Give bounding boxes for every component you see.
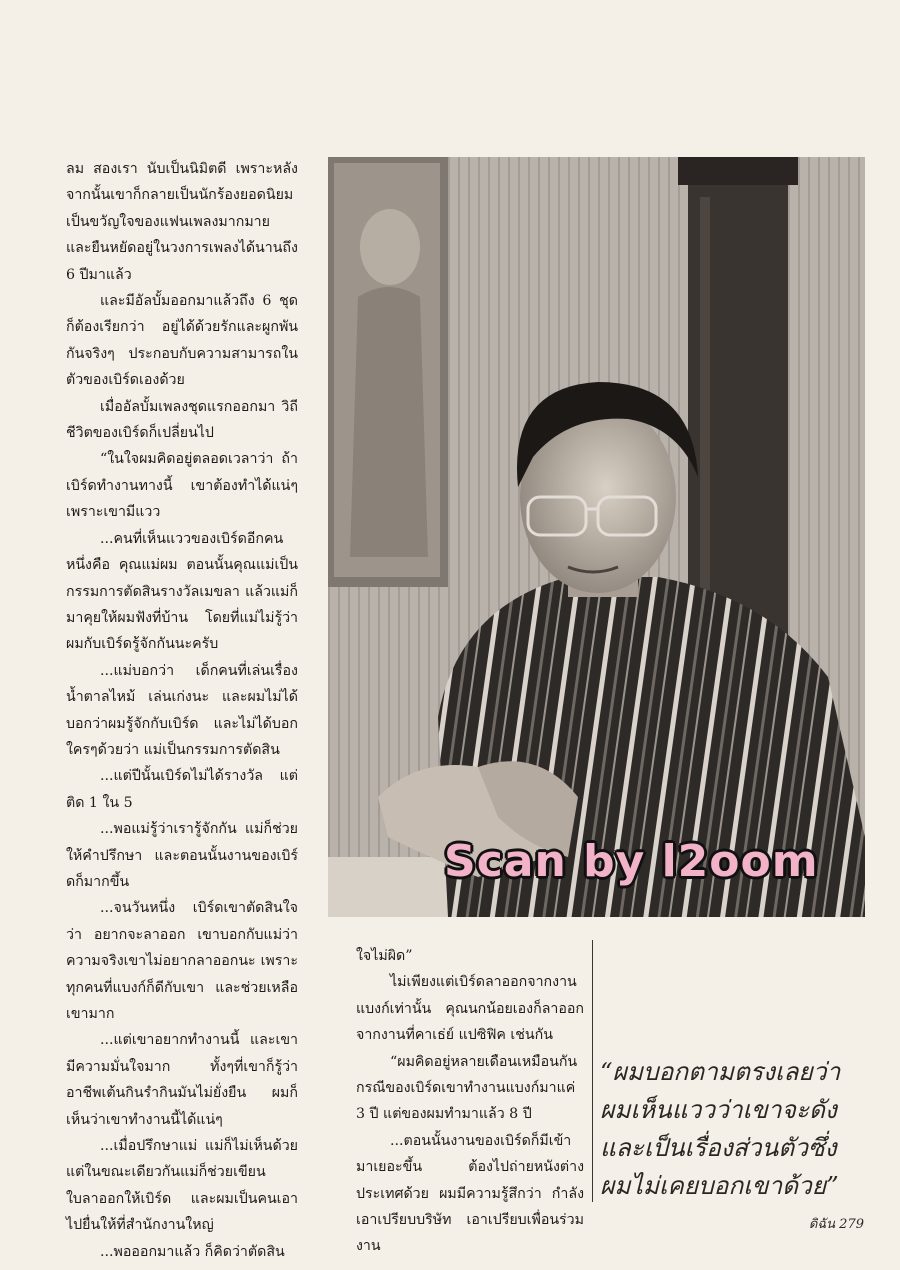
paragraph: และมีอัลบั้มออกมาแล้วถึง 6 ชุด ก็ต้องเรียกว่า อยู่ได้ด้วยรักและผูกพันกันจริงๆ ประกอบกับความสามารถในตัวของเบิร์ดเองด้วย: [66, 293, 298, 389]
paragraph: ลม สองเรา นับเป็นนิมิตดี เพราะหลังจากนั้นเขาก็กลายเป็นนักร้องยอดนิยม เป็นขวัญใจของแฟนเพลงมากมาย และยืนหยัดอยู่ในวงการเพลงได้นานถึง 6 ปีมาแล้ว: [66, 161, 298, 283]
portrait-photo-illustration: [328, 157, 865, 917]
pull-quote-line: “ผมบอกตามตรงเลยว่า: [600, 1057, 841, 1086]
paragraph: ...จนวันหนึ่ง เบิร์ดเขาตัดสินใจว่า อยากจะลาออก เขาบอกกับแม่ว่าความจริงเขาไม่อยากลาออกนะ เพราะทุกคนที่แบงก์ก็ดีกับเขา และช่วยเหลือเขามาก: [66, 900, 298, 1022]
article-middle-column: [356, 943, 584, 1260]
paragraph: ...แต่เขาอยากทำงานนี้ และเขามีความมั่นใจมาก ทั้งๆที่เขาก็รู้ว่าอาชีพเต้นกินรำกินมันไม่ยั่งยืน ผมก็เห็นว่าเขาทำงานนี้ได้แน่ๆ: [66, 1032, 298, 1128]
paragraph: ...ตอนนั้นงานของเบิร์ดก็มีเข้ามาเยอะขึ้น ต้องไปถ่ายหนังต่างประเทศด้วย ผมมีความรู้สึกว่า กำลังเอาเปรียบบริษัท เอาเปรียบเพื่อนร่วมงาน: [356, 1132, 584, 1255]
paragraph: ...พอแม่รู้ว่าเรารู้จักกัน แม่ก็ช่วยให้คำปรึกษา และตอนนั้นงานของเบิร์ดก็มากขึ้น: [66, 821, 298, 890]
pull-quote-line: และเป็นเรื่องส่วนตัวซึ่ง: [600, 1133, 837, 1162]
pull-quote-line: ผมเห็นแววว่าเขาจะดัง: [600, 1095, 837, 1124]
paragraph: “ในใจผมคิดอยู่ตลอดเวลาว่า ถ้าเบิร์ดทำงานทางนี้ เขาต้องทำได้แน่ๆ เพราะเขามีแวว: [66, 451, 298, 521]
page-number: ดิฉัน 279: [808, 1217, 864, 1232]
pull-quote-line: ผมไม่เคยบอกเขาด้วย”: [600, 1171, 839, 1200]
pull-quote: [600, 1053, 868, 1205]
paragraph: ...พอออกมาแล้ว ก็คิดว่าตัดสิน: [100, 1243, 285, 1260]
paragraph: “ผมคิดอยู่หลายเดือนเหมือนกัน กรณีของเบิร์ดเขาทำงานแบงก์มาแค่ 3 ปี แต่ของผมทำมาแล้ว 8 ปี: [356, 1053, 578, 1123]
paragraph: ใจไม่ผิด”: [356, 948, 413, 964]
paragraph: ...แต่ปีนั้นเบิร์ดไม่ได้รางวัล แต่ติด 1 ใน 5: [66, 768, 298, 811]
paragraph: ไม่เพียงแต่เบิร์ดลาออกจากงานแบงก์เท่านั้น คุณนกน้อยเองก็ลาออกจากงานที่คาเธ่ย์ แปซิฟิค เช่นกัน: [356, 974, 584, 1044]
paragraph: ...คนที่เห็นแววของเบิร์ดอีกคนหนึ่งคือ คุณแม่ผม ตอนนั้นคุณแม่เป็นกรรมการตัดสินรางวัลเมขลา แล้วแม่ก็มาคุยให้ผมฟังที่บ้าน โดยที่แม่ไม่รู้ว่าผมกับเบิร์ดรู้จักกันนะครับ: [66, 530, 298, 653]
paragraph: ...เมื่อปรึกษาแม่ แม่ก็ไม่เห็นด้วย แต่ในขณะเดียวกันแม่ก็ช่วยเขียนใบลาออกให้เบิร์ด และผมเป็นคนเอาไปยื่นให้ที่สำนักงานใหญ่: [66, 1138, 298, 1234]
article-left-column: [66, 156, 298, 1265]
scan-watermark: Scan by l2oom: [444, 836, 819, 887]
column-divider: [592, 940, 593, 1202]
portrait-photo: [328, 157, 865, 917]
paragraph: เมื่ออัลบั้มเพลงชุดแรกออกมา วิถีชีวิตของเบิร์ดก็เปลี่ยนไป: [66, 398, 298, 442]
paragraph: ...แม่บอกว่า เด็กคนที่เล่นเรื่องน้ำตาลไหม้ เล่นเก่งนะ และผมไม่ได้บอกว่าผมรู้จักกับเบิร์ด และไม่ได้บอกใครๆด้วยว่า แม่เป็นกรรมการตัดสิน: [66, 662, 298, 758]
